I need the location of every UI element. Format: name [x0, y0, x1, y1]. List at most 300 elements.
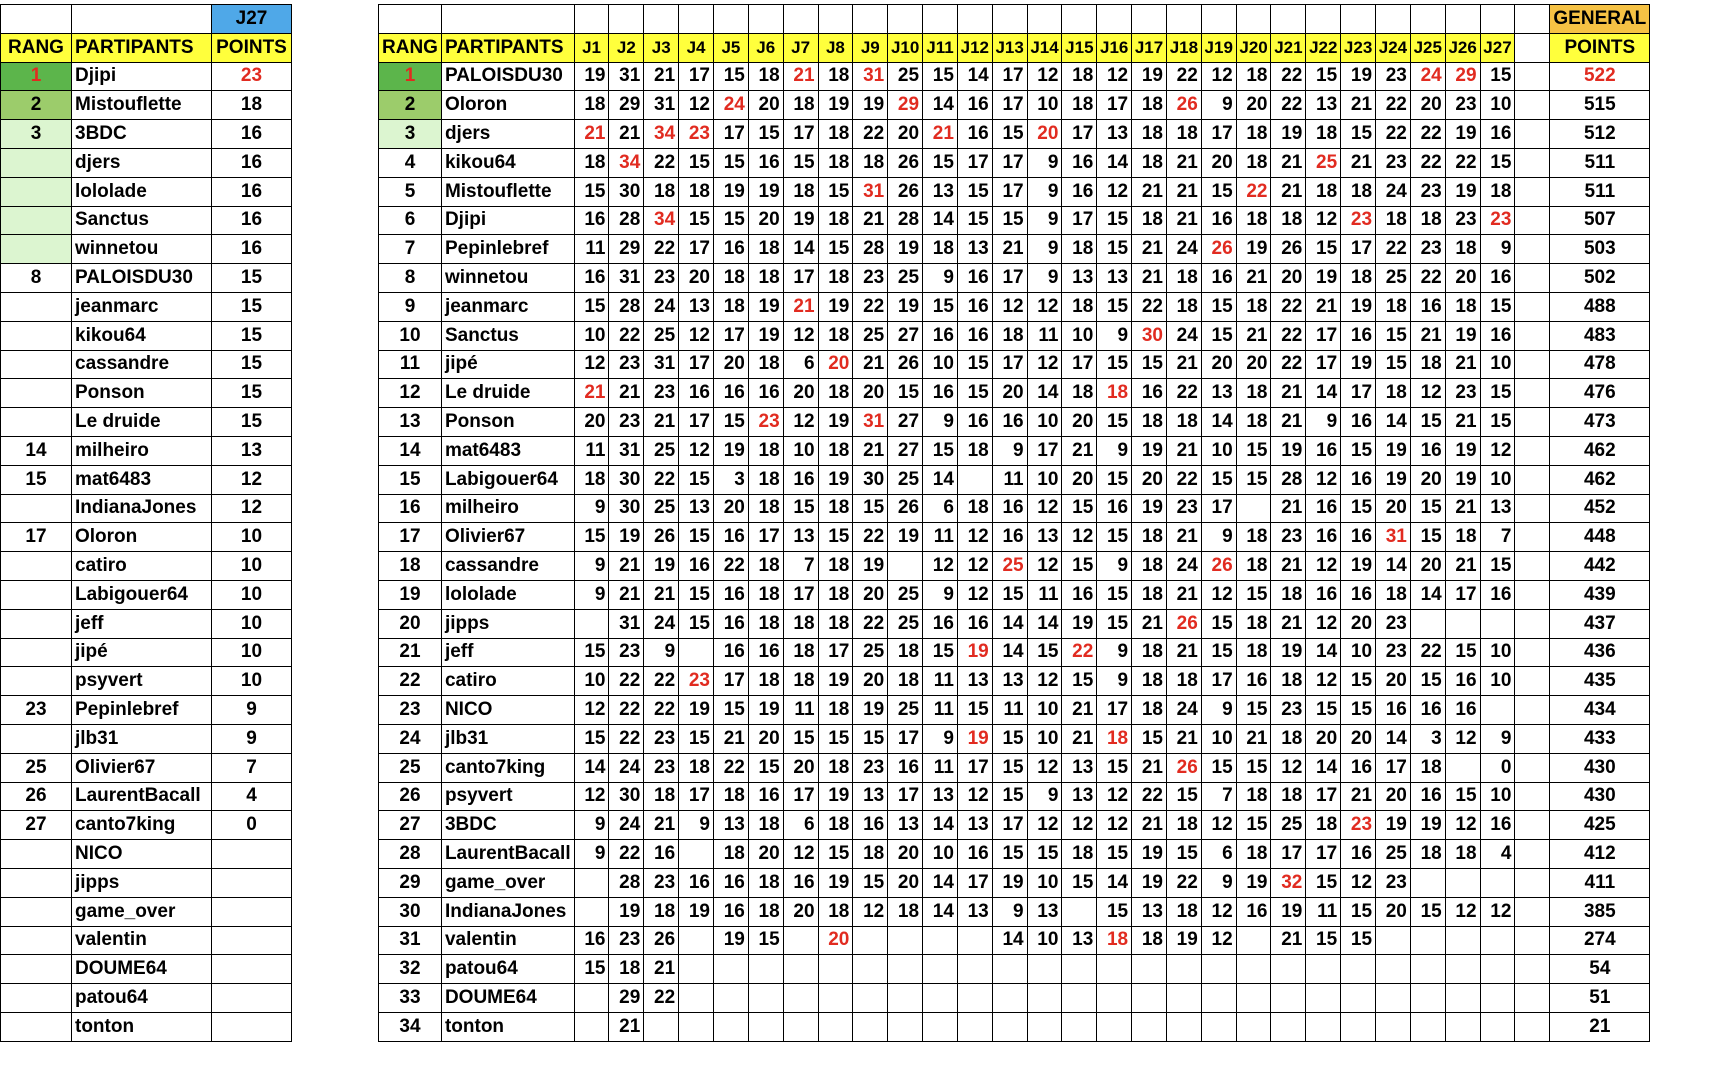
points-cell[interactable] [212, 955, 292, 984]
score-cell[interactable]: 27 [888, 408, 923, 437]
score-cell[interactable]: 22 [853, 609, 888, 638]
rank-cell[interactable]: 12 [379, 379, 442, 408]
score-cell[interactable]: 25 [888, 580, 923, 609]
score-cell[interactable]: 21 [609, 552, 644, 581]
score-cell[interactable]: 14 [1201, 408, 1236, 437]
score-cell[interactable]: 9 [679, 811, 714, 840]
score-cell[interactable]: 21 [644, 811, 679, 840]
round-column-header[interactable]: J7 [783, 33, 818, 62]
score-cell[interactable]: 17 [1341, 379, 1376, 408]
score-cell[interactable]: 17 [1201, 494, 1236, 523]
score-cell[interactable]: 15 [713, 148, 748, 177]
score-cell[interactable]: 21 [992, 235, 1027, 264]
score-cell[interactable] [957, 465, 992, 494]
column-header[interactable]: PARTIPANTS [72, 33, 212, 62]
score-cell[interactable]: 21 [1132, 264, 1167, 293]
round-column-header[interactable]: J24 [1376, 33, 1411, 62]
score-cell[interactable]: 21 [1132, 177, 1167, 206]
score-cell[interactable]: 19 [1445, 436, 1480, 465]
score-cell[interactable]: 21 [1132, 609, 1167, 638]
score-cell[interactable]: 15 [574, 177, 609, 206]
score-cell[interactable]: 18 [1236, 292, 1271, 321]
score-cell[interactable]: 12 [1306, 552, 1341, 581]
participant-name-cell[interactable]: 3BDC [72, 120, 212, 149]
score-cell[interactable]: 15 [1132, 350, 1167, 379]
score-cell[interactable]: 16 [1410, 292, 1445, 321]
score-cell[interactable]: 18 [888, 667, 923, 696]
total-points-cell[interactable]: 462 [1550, 436, 1650, 465]
score-cell[interactable]: 22 [1410, 638, 1445, 667]
total-points-cell[interactable]: 502 [1550, 264, 1650, 293]
score-cell[interactable]: 15 [1097, 840, 1132, 869]
score-cell[interactable]: 18 [1410, 350, 1445, 379]
score-cell[interactable]: 22 [1410, 120, 1445, 149]
score-cell[interactable]: 17 [957, 753, 992, 782]
score-cell[interactable]: 15 [1201, 321, 1236, 350]
score-cell[interactable]: 18 [992, 321, 1027, 350]
score-cell[interactable]: 17 [1306, 840, 1341, 869]
score-cell[interactable]: 9 [1480, 724, 1515, 753]
participant-name-cell[interactable]: jeff [72, 609, 212, 638]
score-cell[interactable] [713, 1012, 748, 1041]
total-points-cell[interactable]: 476 [1550, 379, 1650, 408]
score-cell[interactable]: 14 [1306, 638, 1341, 667]
score-cell[interactable]: 16 [957, 840, 992, 869]
score-cell[interactable]: 20 [1445, 264, 1480, 293]
total-points-cell[interactable]: 435 [1550, 667, 1650, 696]
score-cell[interactable]: 16 [1480, 580, 1515, 609]
total-points-cell[interactable]: 515 [1550, 91, 1650, 120]
points-cell[interactable]: 9 [212, 696, 292, 725]
score-cell[interactable]: 21 [1132, 235, 1167, 264]
column-header[interactable]: PARTIPANTS [441, 33, 574, 62]
score-cell[interactable]: 17 [992, 264, 1027, 293]
score-cell[interactable]: 17 [713, 667, 748, 696]
score-cell[interactable] [853, 1012, 888, 1041]
points-cell[interactable]: 15 [212, 379, 292, 408]
score-cell[interactable]: 16 [1236, 667, 1271, 696]
score-cell[interactable]: 20 [1410, 91, 1445, 120]
score-cell[interactable]: 19 [1376, 436, 1411, 465]
spacer-cell[interactable] [1515, 264, 1550, 293]
score-cell[interactable]: 10 [1480, 91, 1515, 120]
points-cell[interactable]: 7 [212, 753, 292, 782]
score-cell[interactable]: 26 [1271, 235, 1306, 264]
score-cell[interactable] [1062, 897, 1097, 926]
score-cell[interactable]: 15 [1341, 436, 1376, 465]
score-cell[interactable]: 26 [888, 494, 923, 523]
score-cell[interactable]: 31 [853, 177, 888, 206]
score-cell[interactable] [679, 984, 714, 1013]
score-cell[interactable]: 13 [1027, 897, 1062, 926]
score-cell[interactable]: 23 [1376, 868, 1411, 897]
score-cell[interactable]: 30 [609, 782, 644, 811]
rank-cell[interactable]: 16 [379, 494, 442, 523]
score-cell[interactable]: 21 [1271, 148, 1306, 177]
score-cell[interactable]: 18 [1306, 177, 1341, 206]
score-cell[interactable]: 27 [888, 436, 923, 465]
score-cell[interactable]: 17 [992, 350, 1027, 379]
empty-cell[interactable] [1376, 5, 1411, 34]
score-cell[interactable] [1445, 984, 1480, 1013]
rank-cell[interactable] [1, 379, 72, 408]
score-cell[interactable] [853, 926, 888, 955]
score-cell[interactable] [1376, 926, 1411, 955]
score-cell[interactable]: 15 [853, 724, 888, 753]
score-cell[interactable]: 16 [1410, 696, 1445, 725]
score-cell[interactable]: 16 [644, 840, 679, 869]
score-cell[interactable]: 16 [1097, 494, 1132, 523]
score-cell[interactable]: 13 [783, 523, 818, 552]
score-cell[interactable]: 19 [818, 292, 853, 321]
points-cell[interactable]: 10 [212, 638, 292, 667]
score-cell[interactable]: 25 [644, 494, 679, 523]
spacer-cell[interactable] [1515, 840, 1550, 869]
score-cell[interactable]: 19 [957, 724, 992, 753]
score-cell[interactable]: 11 [992, 465, 1027, 494]
score-cell[interactable]: 26 [644, 926, 679, 955]
participant-name-cell[interactable]: Olivier67 [441, 523, 574, 552]
score-cell[interactable]: 28 [609, 292, 644, 321]
score-cell[interactable] [1445, 926, 1480, 955]
score-cell[interactable]: 24 [1166, 696, 1201, 725]
score-cell[interactable] [1271, 984, 1306, 1013]
score-cell[interactable]: 11 [923, 523, 958, 552]
score-cell[interactable]: 18 [748, 811, 783, 840]
score-cell[interactable]: 21 [574, 379, 609, 408]
score-cell[interactable] [1376, 955, 1411, 984]
score-cell[interactable]: 15 [957, 206, 992, 235]
points-cell[interactable]: 15 [212, 408, 292, 437]
score-cell[interactable]: 21 [609, 379, 644, 408]
score-cell[interactable]: 13 [923, 177, 958, 206]
total-points-cell[interactable]: 511 [1550, 177, 1650, 206]
score-cell[interactable]: 21 [1166, 523, 1201, 552]
score-cell[interactable]: 20 [1376, 667, 1411, 696]
score-cell[interactable]: 18 [1062, 62, 1097, 91]
points-cell[interactable] [212, 868, 292, 897]
points-cell[interactable]: 18 [212, 91, 292, 120]
score-cell[interactable]: 10 [1027, 926, 1062, 955]
score-cell[interactable]: 18 [713, 782, 748, 811]
score-cell[interactable]: 21 [853, 436, 888, 465]
score-cell[interactable]: 34 [609, 148, 644, 177]
score-cell[interactable]: 15 [679, 465, 714, 494]
score-cell[interactable]: 21 [1271, 379, 1306, 408]
score-cell[interactable]: 19 [1132, 436, 1167, 465]
participant-name-cell[interactable]: lololade [72, 177, 212, 206]
score-cell[interactable]: 0 [1480, 753, 1515, 782]
rank-cell[interactable] [1, 580, 72, 609]
round-column-header[interactable]: J16 [1097, 33, 1132, 62]
score-cell[interactable]: 27 [888, 321, 923, 350]
score-cell[interactable]: 4 [1480, 840, 1515, 869]
score-cell[interactable]: 12 [679, 436, 714, 465]
score-cell[interactable]: 20 [1410, 552, 1445, 581]
score-cell[interactable]: 18 [1236, 782, 1271, 811]
participant-name-cell[interactable]: patou64 [441, 955, 574, 984]
score-cell[interactable] [1341, 1012, 1376, 1041]
participant-name-cell[interactable]: jipps [72, 868, 212, 897]
score-cell[interactable]: 23 [609, 926, 644, 955]
score-cell[interactable]: 14 [1410, 580, 1445, 609]
score-cell[interactable]: 15 [818, 523, 853, 552]
score-cell[interactable]: 16 [1341, 523, 1376, 552]
score-cell[interactable]: 15 [818, 840, 853, 869]
participant-name-cell[interactable]: djers [72, 148, 212, 177]
score-cell[interactable]: 13 [957, 667, 992, 696]
score-cell[interactable]: 19 [992, 868, 1027, 897]
score-cell[interactable]: 16 [574, 264, 609, 293]
score-cell[interactable]: 15 [1201, 465, 1236, 494]
score-cell[interactable]: 21 [923, 120, 958, 149]
score-cell[interactable]: 25 [888, 465, 923, 494]
score-cell[interactable]: 20 [1062, 465, 1097, 494]
participant-name-cell[interactable]: Olivier67 [72, 753, 212, 782]
score-cell[interactable]: 18 [644, 782, 679, 811]
empty-cell[interactable] [748, 5, 783, 34]
score-cell[interactable]: 23 [644, 724, 679, 753]
score-cell[interactable]: 30 [853, 465, 888, 494]
score-cell[interactable]: 12 [1201, 62, 1236, 91]
rank-cell[interactable]: 17 [379, 523, 442, 552]
score-cell[interactable]: 12 [957, 782, 992, 811]
score-cell[interactable]: 15 [1236, 465, 1271, 494]
empty-cell[interactable] [1097, 5, 1132, 34]
score-cell[interactable]: 10 [1062, 321, 1097, 350]
score-cell[interactable]: 15 [1166, 782, 1201, 811]
score-cell[interactable]: 10 [574, 667, 609, 696]
score-cell[interactable]: 25 [888, 264, 923, 293]
score-cell[interactable]: 13 [1062, 264, 1097, 293]
score-cell[interactable]: 12 [679, 321, 714, 350]
score-cell[interactable]: 14 [1097, 868, 1132, 897]
score-cell[interactable]: 18 [1132, 667, 1167, 696]
rank-cell[interactable]: 21 [379, 638, 442, 667]
score-cell[interactable]: 18 [1306, 811, 1341, 840]
round-column-header[interactable]: J14 [1027, 33, 1062, 62]
score-cell[interactable]: 21 [644, 955, 679, 984]
rank-cell[interactable]: 29 [379, 868, 442, 897]
score-cell[interactable]: 13 [1097, 264, 1132, 293]
rank-cell[interactable]: 2 [1, 91, 72, 120]
score-cell[interactable] [1445, 955, 1480, 984]
score-cell[interactable]: 21 [1166, 350, 1201, 379]
score-cell[interactable]: 21 [609, 580, 644, 609]
score-cell[interactable]: 11 [992, 696, 1027, 725]
score-cell[interactable] [1480, 984, 1515, 1013]
score-cell[interactable]: 3 [713, 465, 748, 494]
round-column-header[interactable]: J26 [1445, 33, 1480, 62]
score-cell[interactable]: 9 [992, 436, 1027, 465]
score-cell[interactable]: 17 [888, 724, 923, 753]
round-column-header[interactable]: J11 [923, 33, 958, 62]
participant-name-cell[interactable]: Sanctus [441, 321, 574, 350]
rank-cell[interactable]: 20 [379, 609, 442, 638]
spacer-cell[interactable] [1515, 868, 1550, 897]
total-points-cell[interactable]: 511 [1550, 148, 1650, 177]
score-cell[interactable]: 18 [1271, 667, 1306, 696]
score-cell[interactable]: 31 [609, 264, 644, 293]
score-cell[interactable]: 18 [957, 494, 992, 523]
score-cell[interactable]: 19 [1376, 465, 1411, 494]
score-cell[interactable]: 18 [1062, 91, 1097, 120]
score-cell[interactable]: 16 [1480, 264, 1515, 293]
rank-cell[interactable]: 3 [1, 120, 72, 149]
score-cell[interactable]: 15 [1236, 436, 1271, 465]
score-cell[interactable]: 21 [1410, 321, 1445, 350]
score-cell[interactable]: 15 [1480, 379, 1515, 408]
score-cell[interactable]: 18 [644, 897, 679, 926]
spacer-cell[interactable] [1515, 984, 1550, 1013]
rank-cell[interactable] [1, 638, 72, 667]
score-cell[interactable]: 10 [1341, 638, 1376, 667]
score-cell[interactable]: 18 [818, 120, 853, 149]
score-cell[interactable]: 15 [1341, 926, 1376, 955]
score-cell[interactable] [1132, 955, 1167, 984]
score-cell[interactable]: 24 [1166, 235, 1201, 264]
score-cell[interactable]: 12 [1027, 811, 1062, 840]
empty-cell[interactable] [574, 5, 609, 34]
total-points-cell[interactable]: 430 [1550, 782, 1650, 811]
score-cell[interactable]: 16 [748, 782, 783, 811]
participant-name-cell[interactable]: LaurentBacall [72, 782, 212, 811]
score-cell[interactable]: 21 [1166, 724, 1201, 753]
participant-name-cell[interactable]: catiro [441, 667, 574, 696]
score-cell[interactable]: 16 [923, 321, 958, 350]
score-cell[interactable]: 16 [1445, 696, 1480, 725]
spacer-cell[interactable] [1515, 955, 1550, 984]
score-cell[interactable]: 12 [1480, 436, 1515, 465]
score-cell[interactable]: 18 [748, 552, 783, 581]
score-cell[interactable]: 17 [679, 408, 714, 437]
score-cell[interactable] [853, 984, 888, 1013]
spacer-cell[interactable] [1515, 206, 1550, 235]
score-cell[interactable] [1271, 1012, 1306, 1041]
participant-name-cell[interactable]: Pepinlebref [72, 696, 212, 725]
score-cell[interactable]: 13 [1132, 897, 1167, 926]
score-cell[interactable]: 18 [818, 811, 853, 840]
score-cell[interactable] [1271, 955, 1306, 984]
score-cell[interactable]: 19 [853, 696, 888, 725]
score-cell[interactable] [1236, 926, 1271, 955]
score-cell[interactable]: 16 [713, 638, 748, 667]
score-cell[interactable]: 9 [574, 494, 609, 523]
score-cell[interactable]: 12 [1027, 292, 1062, 321]
score-cell[interactable]: 22 [609, 696, 644, 725]
points-cell[interactable]: 12 [212, 465, 292, 494]
score-cell[interactable]: 10 [1027, 868, 1062, 897]
rank-cell[interactable]: 26 [379, 782, 442, 811]
score-cell[interactable]: 15 [957, 350, 992, 379]
score-cell[interactable]: 13 [1062, 753, 1097, 782]
score-cell[interactable]: 23 [609, 350, 644, 379]
score-cell[interactable]: 21 [1271, 926, 1306, 955]
score-cell[interactable]: 19 [1341, 552, 1376, 581]
participant-name-cell[interactable]: DOUME64 [72, 955, 212, 984]
score-cell[interactable]: 18 [1062, 292, 1097, 321]
score-cell[interactable]: 19 [818, 408, 853, 437]
score-cell[interactable]: 17 [748, 523, 783, 552]
score-cell[interactable]: 20 [853, 379, 888, 408]
score-cell[interactable]: 16 [1341, 408, 1376, 437]
score-cell[interactable] [1341, 955, 1376, 984]
total-points-cell[interactable]: 478 [1550, 350, 1650, 379]
round-column-header[interactable]: J10 [888, 33, 923, 62]
score-cell[interactable]: 10 [1480, 465, 1515, 494]
score-cell[interactable]: 23 [1376, 638, 1411, 667]
score-cell[interactable]: 15 [1236, 753, 1271, 782]
score-cell[interactable]: 9 [574, 840, 609, 869]
score-cell[interactable]: 15 [992, 753, 1027, 782]
round-column-header[interactable]: J2 [609, 33, 644, 62]
score-cell[interactable]: 14 [1097, 148, 1132, 177]
score-cell[interactable]: 13 [957, 235, 992, 264]
score-cell[interactable]: 21 [853, 350, 888, 379]
score-cell[interactable]: 21 [783, 292, 818, 321]
score-cell[interactable] [1410, 1012, 1445, 1041]
score-cell[interactable]: 18 [1132, 206, 1167, 235]
score-cell[interactable] [1166, 1012, 1201, 1041]
rank-cell[interactable] [1, 235, 72, 264]
score-cell[interactable] [888, 926, 923, 955]
score-cell[interactable]: 10 [1027, 91, 1062, 120]
score-cell[interactable]: 21 [1166, 638, 1201, 667]
score-cell[interactable]: 19 [1271, 436, 1306, 465]
score-cell[interactable]: 18 [1062, 840, 1097, 869]
score-cell[interactable]: 23 [1341, 206, 1376, 235]
score-cell[interactable]: 22 [644, 148, 679, 177]
score-cell[interactable]: 17 [1097, 696, 1132, 725]
score-cell[interactable]: 18 [818, 753, 853, 782]
score-cell[interactable]: 19 [748, 292, 783, 321]
score-cell[interactable]: 12 [923, 552, 958, 581]
total-points-cell[interactable]: 448 [1550, 523, 1650, 552]
score-cell[interactable]: 18 [1132, 408, 1167, 437]
participant-name-cell[interactable]: DOUME64 [441, 984, 574, 1013]
score-cell[interactable]: 18 [1236, 840, 1271, 869]
score-cell[interactable]: 13 [679, 292, 714, 321]
score-cell[interactable]: 14 [1306, 379, 1341, 408]
score-cell[interactable]: 26 [1201, 235, 1236, 264]
participant-name-cell[interactable]: jeanmarc [441, 292, 574, 321]
total-points-cell[interactable]: 21 [1550, 1012, 1650, 1041]
score-cell[interactable]: 18 [1236, 638, 1271, 667]
score-cell[interactable] [957, 926, 992, 955]
round-column-header[interactable]: J15 [1062, 33, 1097, 62]
score-cell[interactable]: 13 [1097, 120, 1132, 149]
score-cell[interactable]: 10 [1201, 436, 1236, 465]
score-cell[interactable]: 19 [713, 926, 748, 955]
empty-cell[interactable] [1480, 5, 1515, 34]
score-cell[interactable]: 15 [1306, 868, 1341, 897]
points-cell[interactable]: 0 [212, 811, 292, 840]
score-cell[interactable] [923, 926, 958, 955]
score-cell[interactable]: 18 [644, 177, 679, 206]
score-cell[interactable]: 18 [923, 235, 958, 264]
total-points-cell[interactable]: 488 [1550, 292, 1650, 321]
participant-name-cell[interactable]: PALOISDU30 [441, 62, 574, 91]
score-cell[interactable] [574, 609, 609, 638]
points-cell[interactable]: 10 [212, 523, 292, 552]
score-cell[interactable]: 12 [1201, 580, 1236, 609]
score-cell[interactable]: 15 [1376, 321, 1411, 350]
rank-cell[interactable]: 10 [379, 321, 442, 350]
score-cell[interactable]: 17 [1201, 120, 1236, 149]
score-cell[interactable]: 19 [574, 62, 609, 91]
score-cell[interactable]: 17 [1445, 580, 1480, 609]
score-cell[interactable] [1410, 868, 1445, 897]
